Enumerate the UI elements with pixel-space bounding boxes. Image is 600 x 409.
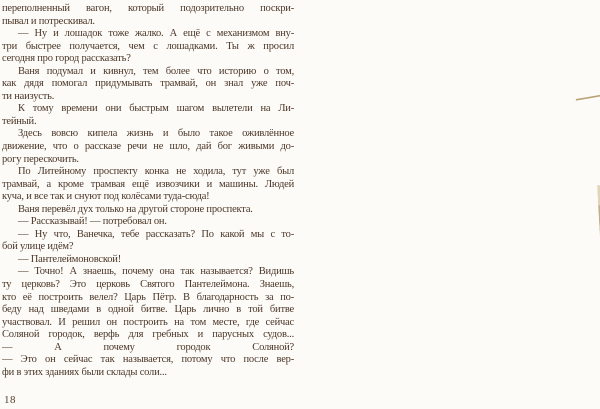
text-line: движение, что о рассказе речи не шло, дай бог живыми до- bbox=[2, 141, 294, 153]
text-line: Ваня подумал и кивнул, тем более что историю о том, bbox=[18, 65, 294, 77]
text-line: Здесь вовсю кипела жизнь и было такое оживлённое bbox=[18, 128, 294, 140]
text-line: — А почему городок Соляной? bbox=[2, 341, 294, 353]
text-line: три быстрее получается, чем с лошадками. Ты ж просил bbox=[2, 40, 294, 52]
text-line: беду над шведами в одной битве. Царь лично в той битве bbox=[2, 304, 294, 316]
text-line: пывал и потрескивал. bbox=[2, 15, 95, 27]
photo-collage bbox=[285, 0, 600, 409]
text-line: трамвай, а кроме трамвая ещё извозчики и машины. Людей bbox=[2, 178, 294, 190]
text-line: переполненный вагон, который подозрительно поскри- bbox=[2, 3, 294, 14]
text-line: — Ну что, Ванечка, тебе рассказать? По какой мы с то- bbox=[18, 228, 294, 240]
leaf-stem bbox=[576, 93, 600, 100]
text-line: участвовал. И решил он построить на том месте, где сейчас bbox=[2, 316, 294, 328]
text-line: К тому времени они быстрым шагом вылетели на Ли- bbox=[18, 103, 294, 115]
text-line: бой улице идём? bbox=[2, 241, 74, 253]
text-line: ти наизусть. bbox=[2, 90, 55, 102]
dried-leaf bbox=[570, 29, 600, 138]
text-line: куча, и все так и снуют под колёсами туда-сюда! bbox=[2, 191, 210, 203]
text-line: как дядя помогал придумывать трамвай, он знал уже поч- bbox=[2, 78, 294, 90]
text-line: кто её построить велел? Царь Пётр. В благодарность за по- bbox=[2, 291, 294, 303]
text-line: фи в этих зданиях были склады соли... bbox=[2, 366, 167, 378]
text-line: Соляной городок, верфь для гребных и парусных судов... bbox=[2, 329, 294, 341]
text-line: Ваня перевёл дух только на другой стороне проспекта. bbox=[18, 203, 253, 215]
text-line: — Точно! А знаешь, почему она так называется? Видишь bbox=[18, 266, 294, 278]
text-line: — Ну и лошадок тоже жалко. А ещё с механизмом вну- bbox=[18, 28, 294, 40]
text-line: — Это он сейчас так называется, потому что после вер- bbox=[2, 354, 294, 366]
page-number: 18 bbox=[4, 394, 16, 406]
text-line: тейный. bbox=[2, 115, 37, 127]
text-line: — Рассказывай! — потребовал он. bbox=[18, 216, 167, 228]
text-line: ту церковь? Это церковь Святого Пантелеймона. Знаешь, bbox=[2, 279, 294, 291]
text-line: — Пантелеймоновской! bbox=[18, 253, 122, 265]
text-line: рогу перескочить. bbox=[2, 153, 79, 165]
text-line: сегодня про город рассказать? bbox=[2, 53, 131, 65]
text-line: По Литейному проспекту конка не ходила, тут уже был bbox=[18, 166, 294, 178]
story-text bbox=[2, 3, 294, 379]
